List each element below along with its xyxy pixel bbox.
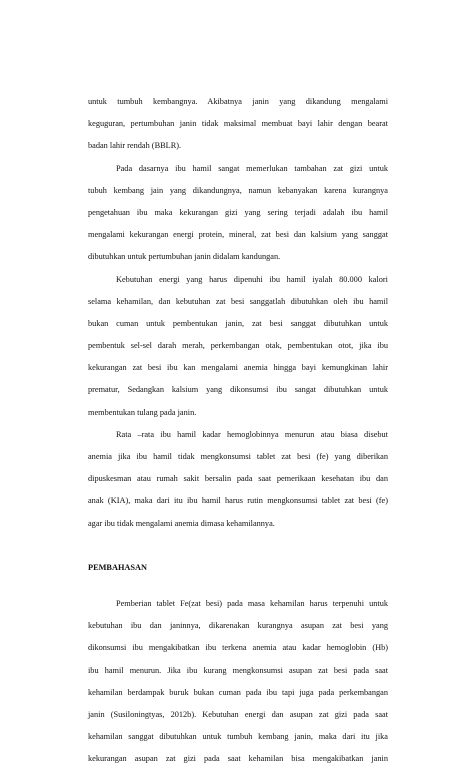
text-line: kehamilan sanggat dibutuhkan untuk tumbuh kembang janin, maka dari itu jika (88, 732, 388, 742)
text-line: dibutuhkan untuk pertumbuhan janin didalam kandungan. (88, 252, 281, 262)
text-line: tubuh kembang jain yang dikandungnya, namun kebanyakan karena kurangnya (88, 185, 388, 195)
paragraph-4 (88, 431, 388, 528)
text-line: Rata –rata ibu hamil kadar hemoglobinnya menurun atau biasa disebut (116, 429, 388, 439)
text-line: ibu hamil menurun. Jika ibu kurang mengkonsumsi asupan zat besi pada saat (88, 665, 388, 675)
text-line: untuk tumbuh kembangnya. Akibatnya janin yang dikandung mengalami (88, 97, 388, 106)
text-line: keguguran, pertumbuhan janin tidak maksimal membuat bayi lahir dengan bearat (88, 119, 388, 129)
body-text (88, 98, 388, 777)
text-line: kekurangan zat besi ibu kan mengalami anemia hingga bayi kemungkinan lahir (88, 363, 388, 373)
text-line: badan lahir rendah (BBLR). (88, 141, 182, 151)
section-heading: PEMBAHASAN (88, 562, 148, 572)
text-line: kekurangan asupan zat gizi pada saat kehamilan bisa mengakibatkan janin (88, 754, 388, 764)
text-line: kehamilan berdampak buruk bukan cuman pada ibu tapi juga pada perkembangan (88, 687, 388, 697)
text-line: janin (Susiloningtyas, 2012b). Kebutuhan energi dan asupan zat gizi pada saat (88, 709, 388, 719)
text-line: membentukan tulang pada janin. (88, 407, 197, 417)
paragraph-1 (88, 98, 388, 151)
text-line: prematur, Sedangkan kalsium yang dikonsumsi ibu sangat dibutuhkan untuk (88, 385, 388, 395)
spacer (88, 586, 388, 600)
text-line: pengetahuan ibu maka kekurangan gizi yang sering terjadi adalah ibu hamil (88, 207, 388, 217)
text-line: mengalami kekurangan energi protein, mineral, zat besi dan kalsium yang sanggat (88, 230, 388, 240)
text-line: dipuskesman atau rumah sakit bersalin pada saat pemerikaan kesehatan ibu dan (88, 474, 388, 484)
paragraph-2 (88, 165, 388, 262)
text-line: Pemberian tablet Fe(zat besi) pada masa kehamilan harus terpenuhi untuk (116, 598, 388, 608)
text-line: Kebutuhan energi yang harus dipenuhi ibu hamil iyalah 80.000 kalori (116, 274, 388, 284)
text-line: anak (KIA), maka dari itu ibu hamil harus rutin mengkonsumsi tablet zat besi (fe) (88, 496, 388, 506)
text-line: kebutuhan ibu dan janinnya, dikarenakan kurangnya asupan zat besi yang (88, 621, 388, 631)
text-line: dikonsumsi ibu mengakibatkan ibu terkena anemia atau kadar hemoglobin (Hb) (88, 643, 388, 653)
paragraph-3 (88, 276, 388, 417)
spacer (88, 542, 388, 564)
text-line: anemia jika ibu hamil tidak mengkonsumsi tablet zat besi (fe) yang diberikan (88, 452, 388, 461)
text-line: Pada dasarnya ibu hamil sangat memerlukan tambahan zat gizi untuk (116, 163, 388, 173)
text-line: bukan cuman untuk pembentukan janin, zat besi sanggat dibutuhkan untuk (88, 318, 388, 328)
section-paragraph (88, 600, 388, 764)
text-line: agar ibu tidak mengalami anemia dimasa kehamilannya. (88, 518, 275, 528)
text-line: selama kehamilan, dan kebutuhan zat besi sanggatlah dibutuhkan oleh ibu hamil (88, 296, 388, 306)
text-line: pembentuk sel-sel darah merah, perkembangan otak, pembentukan otot, jika ibu (88, 341, 388, 351)
